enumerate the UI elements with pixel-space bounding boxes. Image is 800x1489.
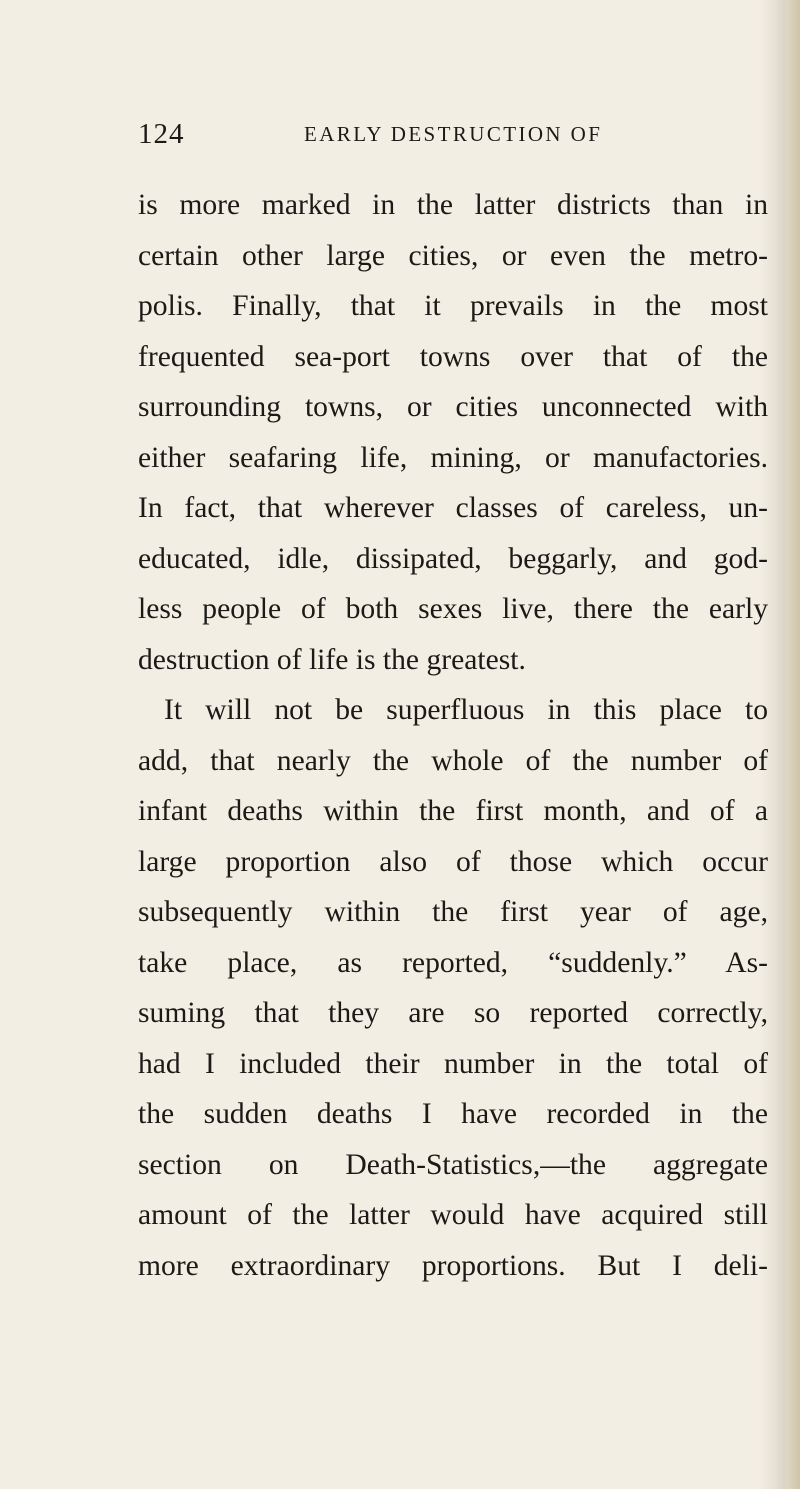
text-line: had I included their number in the total of [138,1047,768,1080]
page-number: 124 [138,118,185,150]
text-line: section on Death-Statistics,—the aggregate [138,1148,768,1181]
running-head: EARLY DESTRUCTION OF [304,122,603,146]
text-line: destruction of life is the greatest. [138,643,526,676]
text-line: In fact, that wherever classes of careless, un- [138,492,768,524]
text-line: either seafaring life, mining, or manufactories. [138,441,768,474]
text-line: infant deaths within the first month, and of a [138,795,768,827]
text-line: more extraordinary proportions. But I deli- [138,1249,768,1282]
text-line: frequented sea-port towns over that of the [138,340,768,373]
text-line: surrounding towns, or cities unconnected with [138,391,768,423]
paragraph-start-line: It will not be superfluous in this place to [164,694,768,726]
text-line: take place, as reported, “suddenly.” As- [138,946,768,979]
text-line: amount of the latter would have acquired still [138,1199,768,1231]
text-line: certain other large cities, or even the metro- [138,239,768,272]
text-line: less people of both sexes live, there the early [138,593,768,625]
page-edge [786,0,800,1489]
text-line: subsequently within the first year of age, [138,896,768,928]
page-header [138,118,658,158]
text-line: add, that nearly the whole of the number of [138,744,768,777]
body-text [138,180,768,1291]
text-line: the sudden deaths I have recorded in the [138,1098,768,1130]
text-line: is more marked in the latter districts than in [138,189,768,221]
text-line: suming that they are so reported correctly, [138,997,768,1029]
text-line: educated, idle, dissipated, beggarly, and god- [138,542,768,575]
text-line: large proportion also of those which occur [138,845,768,878]
text-line: polis. Finally, that it prevails in the most [138,290,768,322]
